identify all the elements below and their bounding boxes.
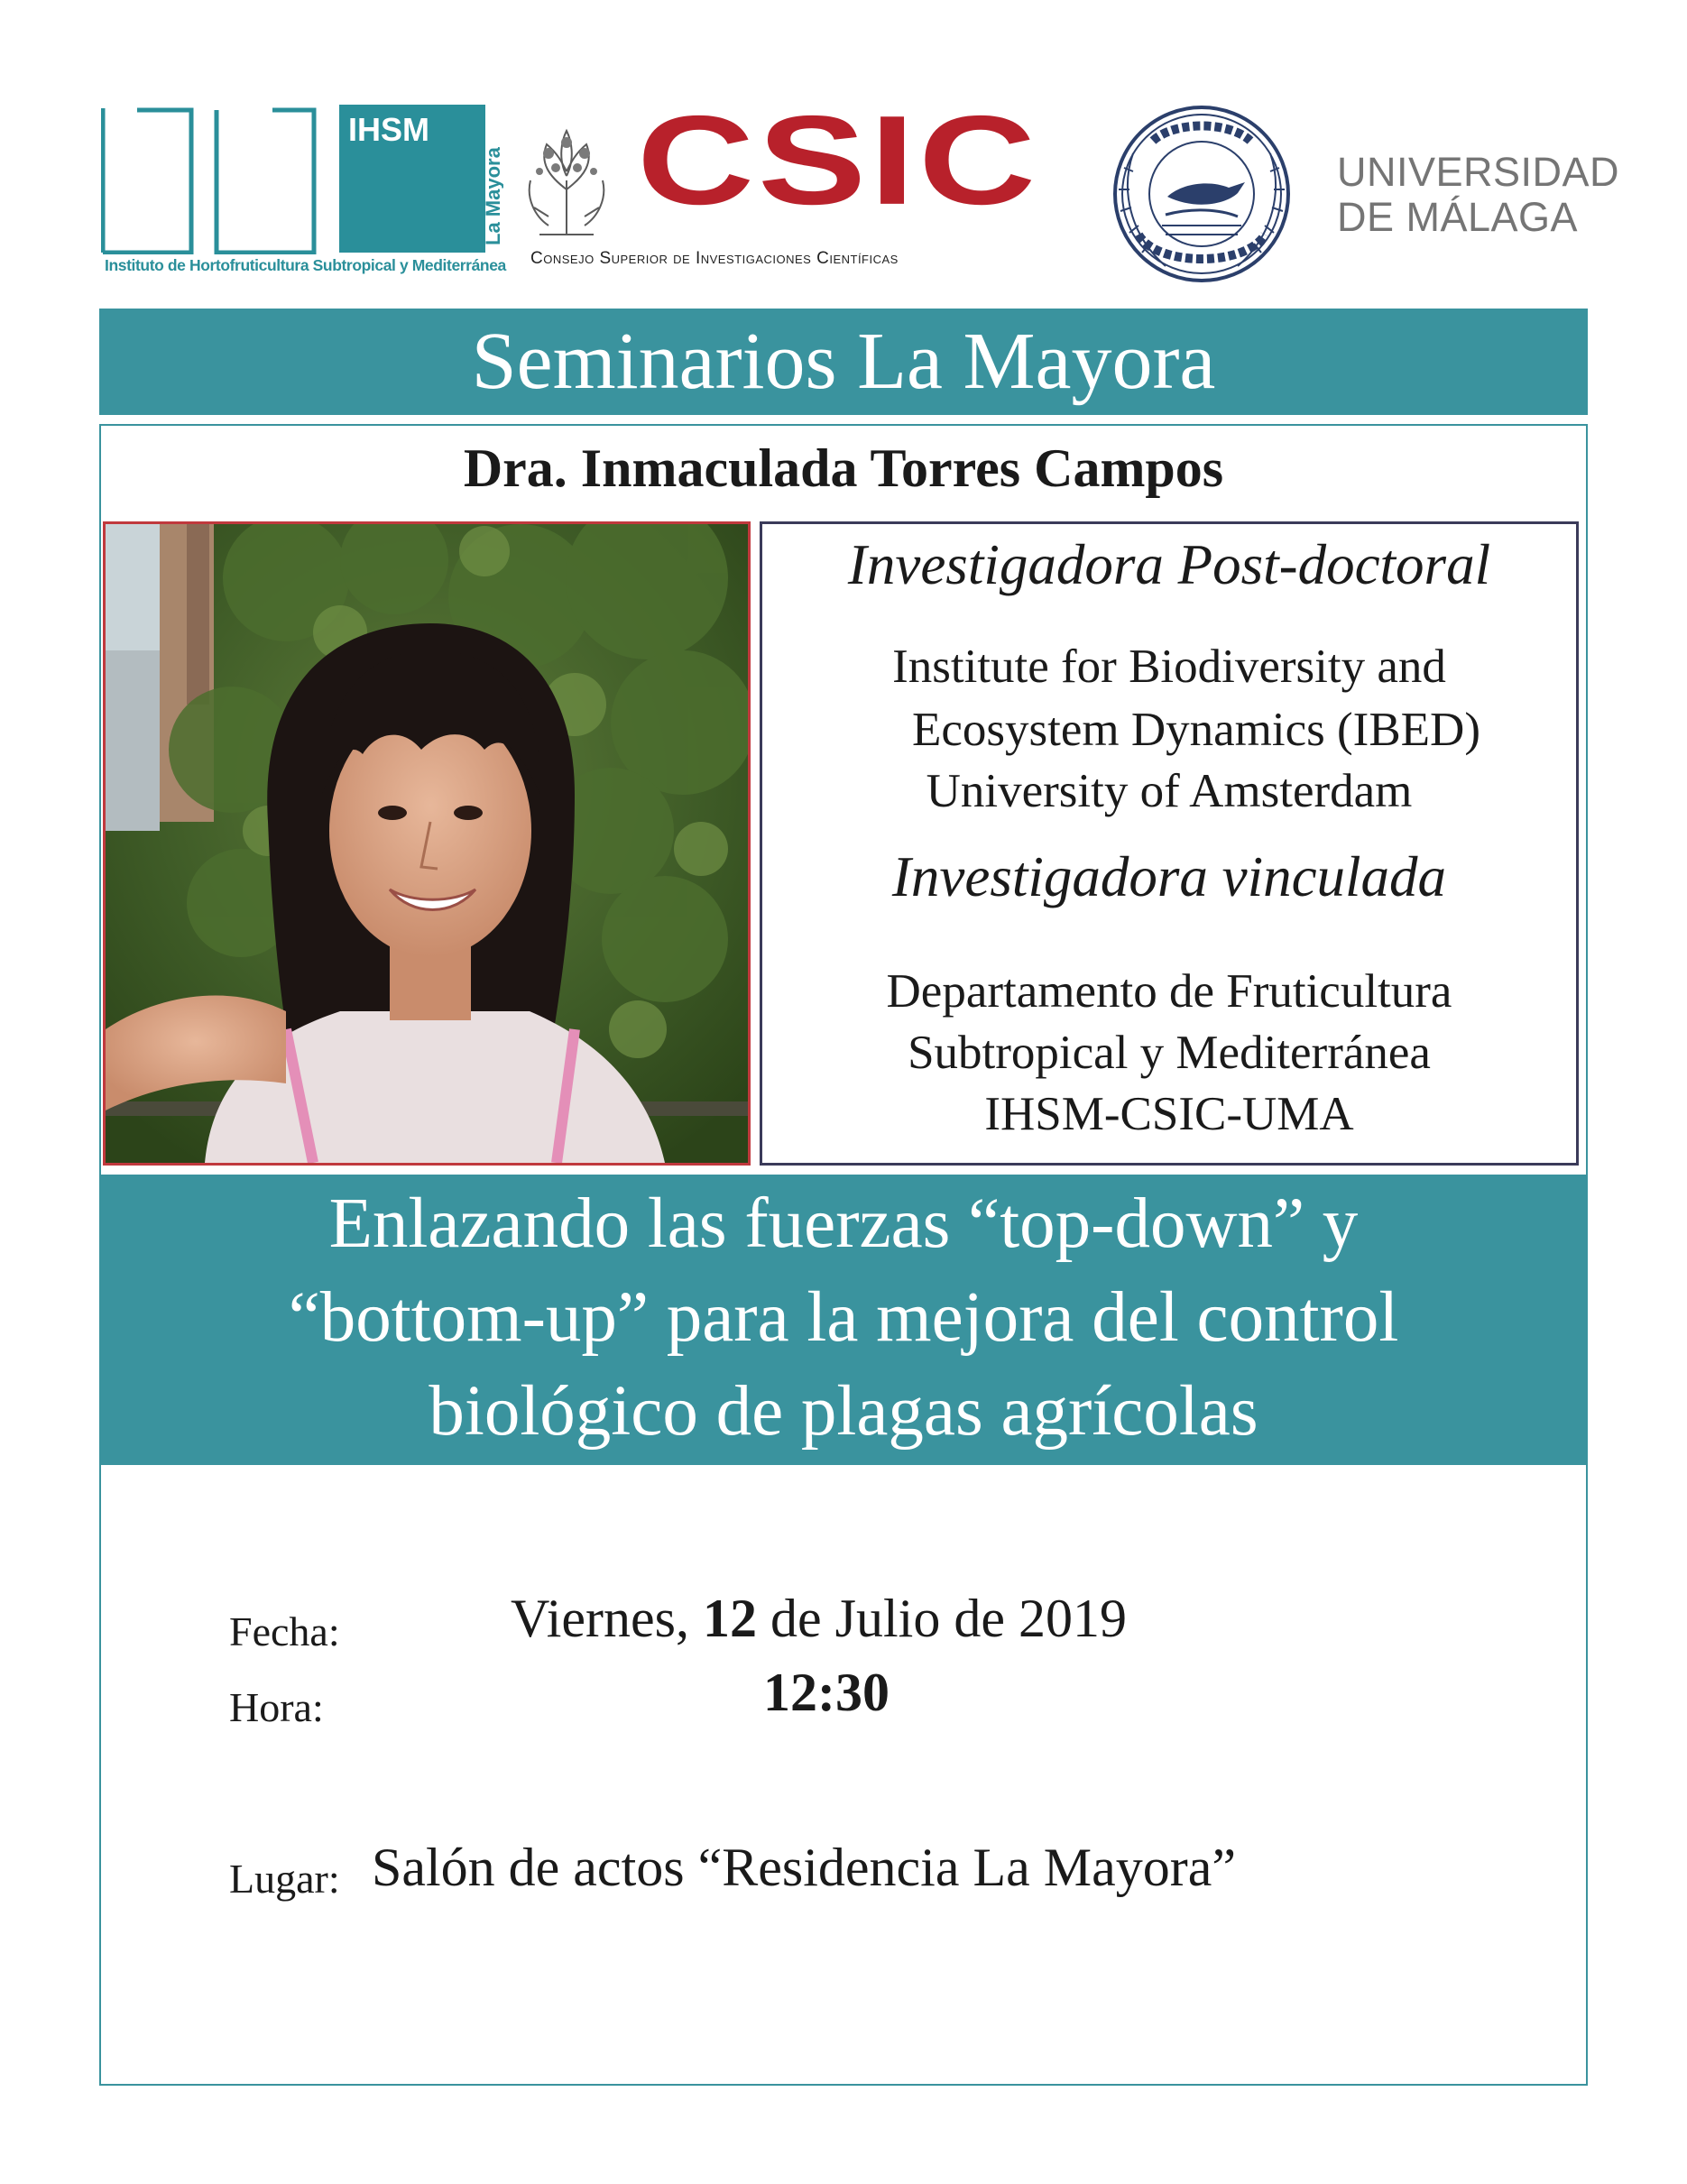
- affiliation-2-line-1: Departamento de Fruticultura: [886, 965, 1452, 1018]
- fecha-number: 12: [703, 1589, 757, 1648]
- fecha-rest: de Julio de 2019: [757, 1589, 1127, 1648]
- ihsm-logo: [101, 101, 506, 281]
- fecha-value: [511, 1588, 1127, 1650]
- ihsm-full-name: Instituto de Hortofruticultura Subtropical y Mediterránea: [105, 256, 506, 274]
- header-banner: [99, 309, 1588, 415]
- speaker-portrait-icon: [106, 524, 748, 1163]
- speaker-role-1: Investigadora Post-doctoral: [847, 533, 1491, 596]
- csic-crest-icon: [521, 126, 612, 244]
- speaker-photo: [103, 521, 751, 1166]
- csic-full-name: Consejo Superior de Investigaciones Científicas: [530, 249, 899, 268]
- talk-title-line-3: biológico de plagas agrícolas: [429, 1372, 1258, 1451]
- hora-value: 12:30: [763, 1663, 890, 1722]
- csic-logo-text: CSIC: [637, 89, 1040, 232]
- affiliation-1-line-1: Institute for Biodiversity and: [892, 640, 1446, 693]
- speaker-name: Dra. Inmaculada Torres Campos: [463, 438, 1224, 498]
- affiliation-2-line-3: IHSM-CSIC-UMA: [984, 1088, 1354, 1140]
- lugar-value: Salón de actos “Residencia La Mayora”: [372, 1838, 1236, 1897]
- affiliation-2-line-2: Subtropical y Mediterránea: [908, 1027, 1431, 1079]
- ihsm-mark-icon: [101, 101, 503, 254]
- talk-title-line-2: “bottom-up” para la mejora del control: [288, 1278, 1399, 1357]
- ihsm-abbr: IHSM: [348, 111, 429, 148]
- talk-title-banner: [99, 1175, 1588, 1465]
- hora-label: Hora:: [229, 1684, 324, 1730]
- affiliation-1-line-2: Ecosystem Dynamics (IBED): [912, 704, 1480, 756]
- fecha-label: Fecha:: [229, 1608, 340, 1654]
- speaker-role-2: Investigadora vinculada: [891, 845, 1447, 908]
- lugar-label: Lugar:: [229, 1856, 340, 1902]
- uma-logo-text: [1337, 150, 1619, 240]
- uma-seal-icon: [1102, 99, 1301, 289]
- seminar-series-title: Seminarios La Mayora: [471, 317, 1216, 406]
- uma-line-1: UNIVERSIDAD: [1337, 149, 1620, 195]
- affiliation-1-line-3: University of Amsterdam: [926, 765, 1413, 817]
- logo-row: [0, 0, 1687, 298]
- talk-title-line-1: Enlazando las fuerzas “top-down” y: [328, 1184, 1359, 1263]
- fecha-day: Viernes,: [511, 1589, 703, 1648]
- ihsm-sub: La Mayora: [482, 147, 503, 245]
- uma-line-2: DE MÁLAGA: [1337, 194, 1579, 240]
